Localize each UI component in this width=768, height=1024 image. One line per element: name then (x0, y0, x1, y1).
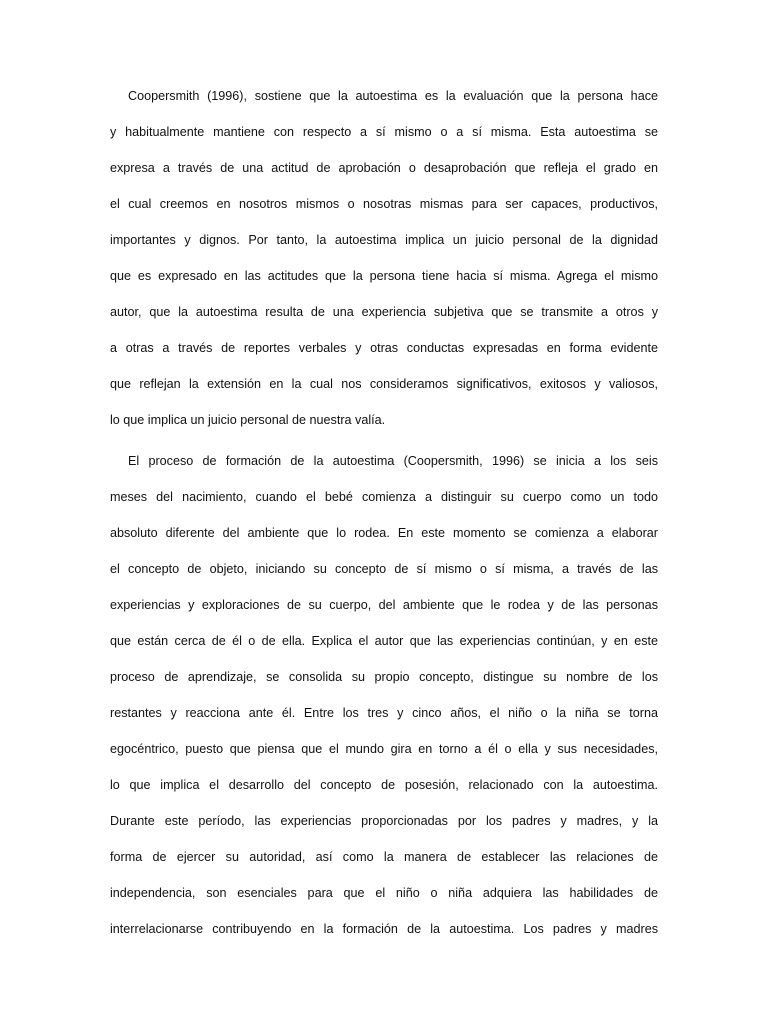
text-line: lo que implica un juicio personal de nuestra valía. (110, 413, 386, 427)
text-line: expresa a través de una actitud de aprobación o desaprobación que refleja el grado en (110, 161, 658, 175)
text-line: y habitualmente mantiene con respecto a sí mismo o a sí misma. Esta autoestima se (110, 125, 658, 139)
text-line: egocéntrico, puesto que piensa que el mundo gira en torno a él o ella y sus necesidades, (110, 742, 658, 756)
text-line: meses del nacimiento, cuando el bebé comienza a distinguir su cuerpo como un todo (110, 490, 658, 504)
paragraph-1 (110, 87, 658, 447)
text-line: el concepto de objeto, iniciando su concepto de sí mismo o sí misma, a través de las (110, 562, 658, 576)
text-line: independencia, son esenciales para que el niño o niña adquiera las habilidades de (110, 886, 658, 900)
text-line: importantes y dignos. Por tanto, la autoestima implica un juicio personal de la dignidad (110, 233, 658, 247)
text-line: forma de ejercer su autoridad, así como la manera de establecer las relaciones de (110, 850, 658, 864)
text-line: a otras a través de reportes verbales y otras conductas expresadas en forma evidente (110, 341, 658, 355)
text-line: Durante este período, las experiencias proporcionadas por los padres y madres, y la (110, 814, 658, 828)
text-line: que es expresado en las actitudes que la persona tiene hacia sí misma. Agrega el mismo (110, 269, 658, 283)
text-line: restantes y reacciona ante él. Entre los tres y cinco años, el niño o la niña se torna (110, 706, 658, 720)
text-line: autor, que la autoestima resulta de una experiencia subjetiva que se transmite a otros y (110, 305, 658, 319)
text-line: que reflejan la extensión en la cual nos consideramos significativos, exitosos y valiosos, (110, 377, 658, 391)
paragraph-2 (110, 452, 658, 956)
text-line: proceso de aprendizaje, se consolida su propio concepto, distingue su nombre de los (110, 670, 658, 684)
text-line: El proceso de formación de la autoestima (Coopersmith, 1996) se inicia a los seis (128, 454, 658, 468)
text-line: absoluto diferente del ambiente que lo rodea. En este momento se comienza a elaborar (110, 526, 658, 540)
text-line: lo que implica el desarrollo del concepto de posesión, relacionado con la autoestima. (110, 778, 658, 792)
text-line: interrelacionarse contribuyendo en la formación de la autoestima. Los padres y madres (110, 922, 658, 936)
text-line: que están cerca de él o de ella. Explica el autor que las experiencias continúan, y en este (110, 634, 658, 648)
text-line: el cual creemos en nosotros mismos o nosotras mismas para ser capaces, productivos, (110, 197, 658, 211)
text-line: Coopersmith (1996), sostiene que la autoestima es la evaluación que la persona hace (128, 89, 658, 103)
text-line: experiencias y exploraciones de su cuerpo, del ambiente que le rodea y de las personas (110, 598, 658, 612)
